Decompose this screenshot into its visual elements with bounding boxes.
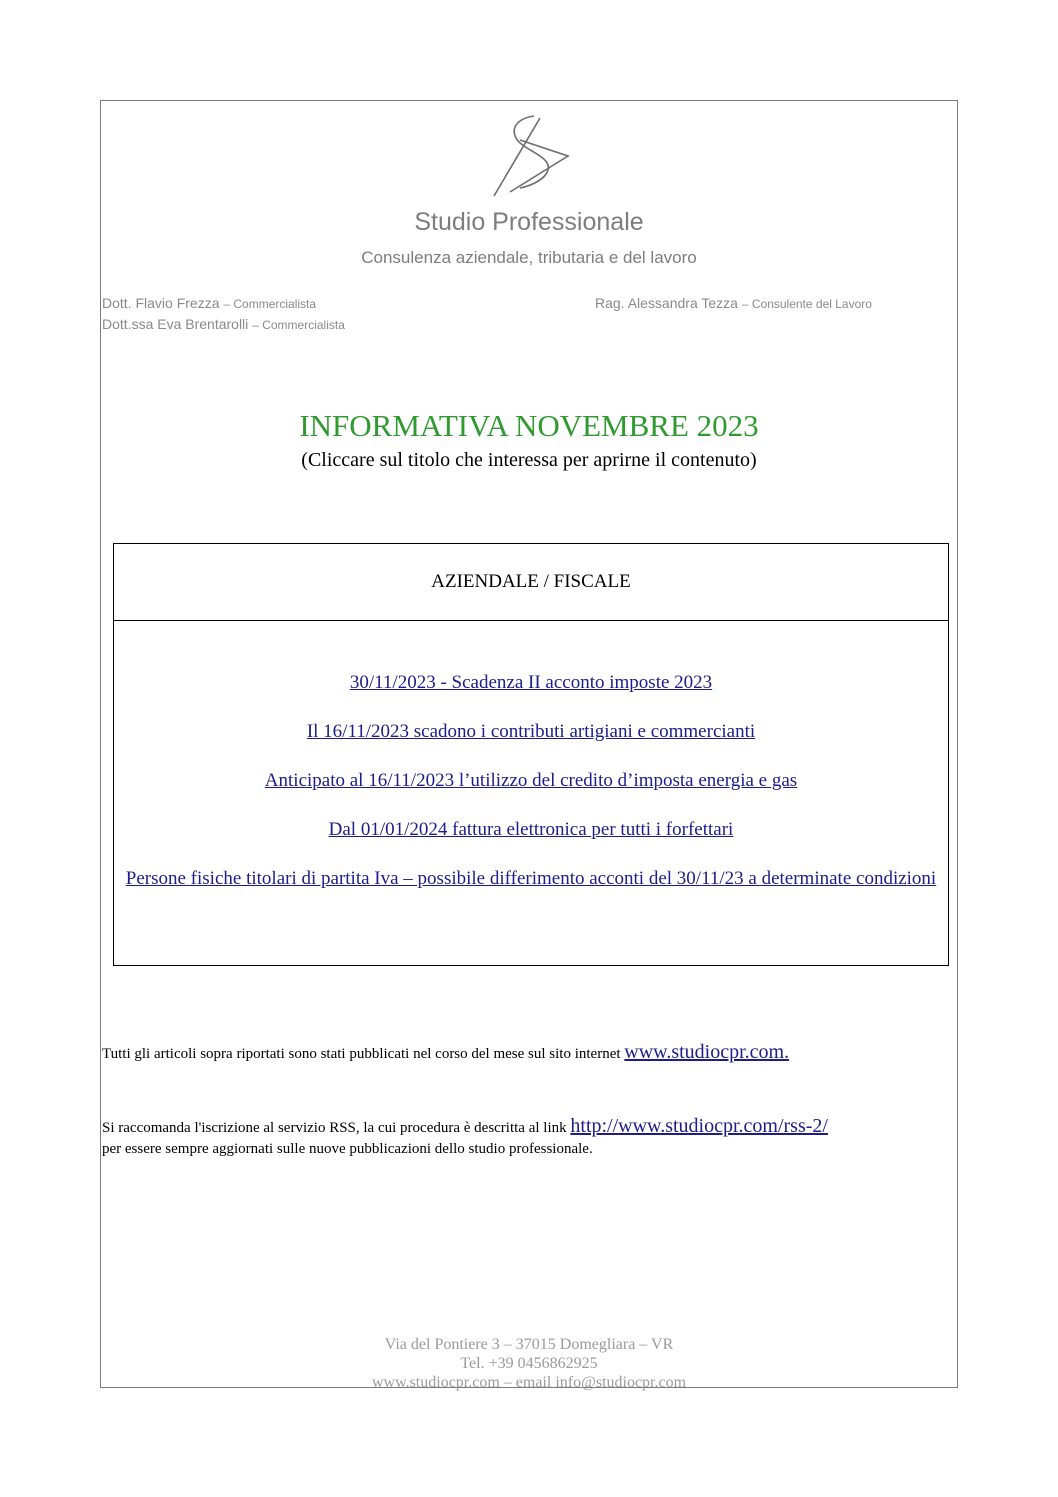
document-title: INFORMATIVA NOVEMBRE 2023	[299, 408, 759, 443]
footer-phone: Tel. +39 0456862925	[460, 1355, 598, 1372]
person-name: Rag. Alessandra Tezza	[595, 295, 738, 311]
studio-subtitle: Consulenza aziendale, tributaria e del lavoro	[361, 248, 697, 267]
person-tezza	[595, 295, 872, 311]
articles-note	[102, 1042, 957, 1065]
rss-note-text: Si raccomanda l'iscrizione al servizio RSS, la cui procedura è descritta al link	[102, 1120, 567, 1136]
article-link-list	[114, 621, 948, 891]
person-frezza	[102, 295, 316, 311]
rss-note	[102, 1116, 957, 1160]
footer	[0, 1335, 1058, 1392]
site-link[interactable]: www.studiocpr.com.	[624, 1041, 790, 1063]
footer-address: Via del Pontiere 3 – 37015 Domegliara – VR	[384, 1336, 674, 1353]
article-link-credito-energia[interactable]: Anticipato al 16/11/2023 l’utilizzo del credito d’imposta energia e gas	[264, 770, 798, 791]
document-instruction: (Cliccare sul titolo che interessa per aprirne il contenuto)	[301, 449, 757, 471]
article-link-acconto[interactable]: 30/11/2023 - Scadenza II acconto imposte 2023	[349, 672, 713, 693]
studio-logo-icon	[490, 112, 574, 200]
article-link-fattura-elettronica[interactable]: Dal 01/01/2024 fattura elettronica per tutti i forfettari	[328, 819, 734, 840]
person-brentarolli	[102, 316, 345, 332]
person-name: Dott. Flavio Frezza	[102, 295, 220, 311]
person-role: – Consulente del Lavoro	[741, 297, 872, 311]
section-box	[113, 543, 949, 966]
studio-name: Studio Professionale	[414, 208, 644, 236]
section-heading: AZIENDALE / FISCALE	[114, 544, 948, 621]
person-role: – Commercialista	[252, 318, 345, 332]
article-link-contributi[interactable]: Il 16/11/2023 scadono i contributi artigiani e commercianti	[306, 721, 756, 742]
footer-web-email: www.studiocpr.com – email info@studiocpr.com	[371, 1374, 687, 1391]
rss-link[interactable]: http://www.studiocpr.com/rss-2/	[570, 1115, 828, 1137]
article-link-differimento-acconti[interactable]: Persone fisiche titolari di partita Iva – possibile differimento acconti del 30/11/23 a determinate condizioni	[125, 868, 937, 889]
person-name: Dott.ssa Eva Brentarolli	[102, 316, 249, 332]
rss-note-text-after: per essere sempre aggiornati sulle nuove pubblicazioni dello studio professionale.	[102, 1141, 593, 1157]
person-role: – Commercialista	[223, 297, 317, 311]
articles-note-text: Tutti gli articoli sopra riportati sono stati pubblicati nel corso del mese sul sito internet	[102, 1046, 621, 1062]
